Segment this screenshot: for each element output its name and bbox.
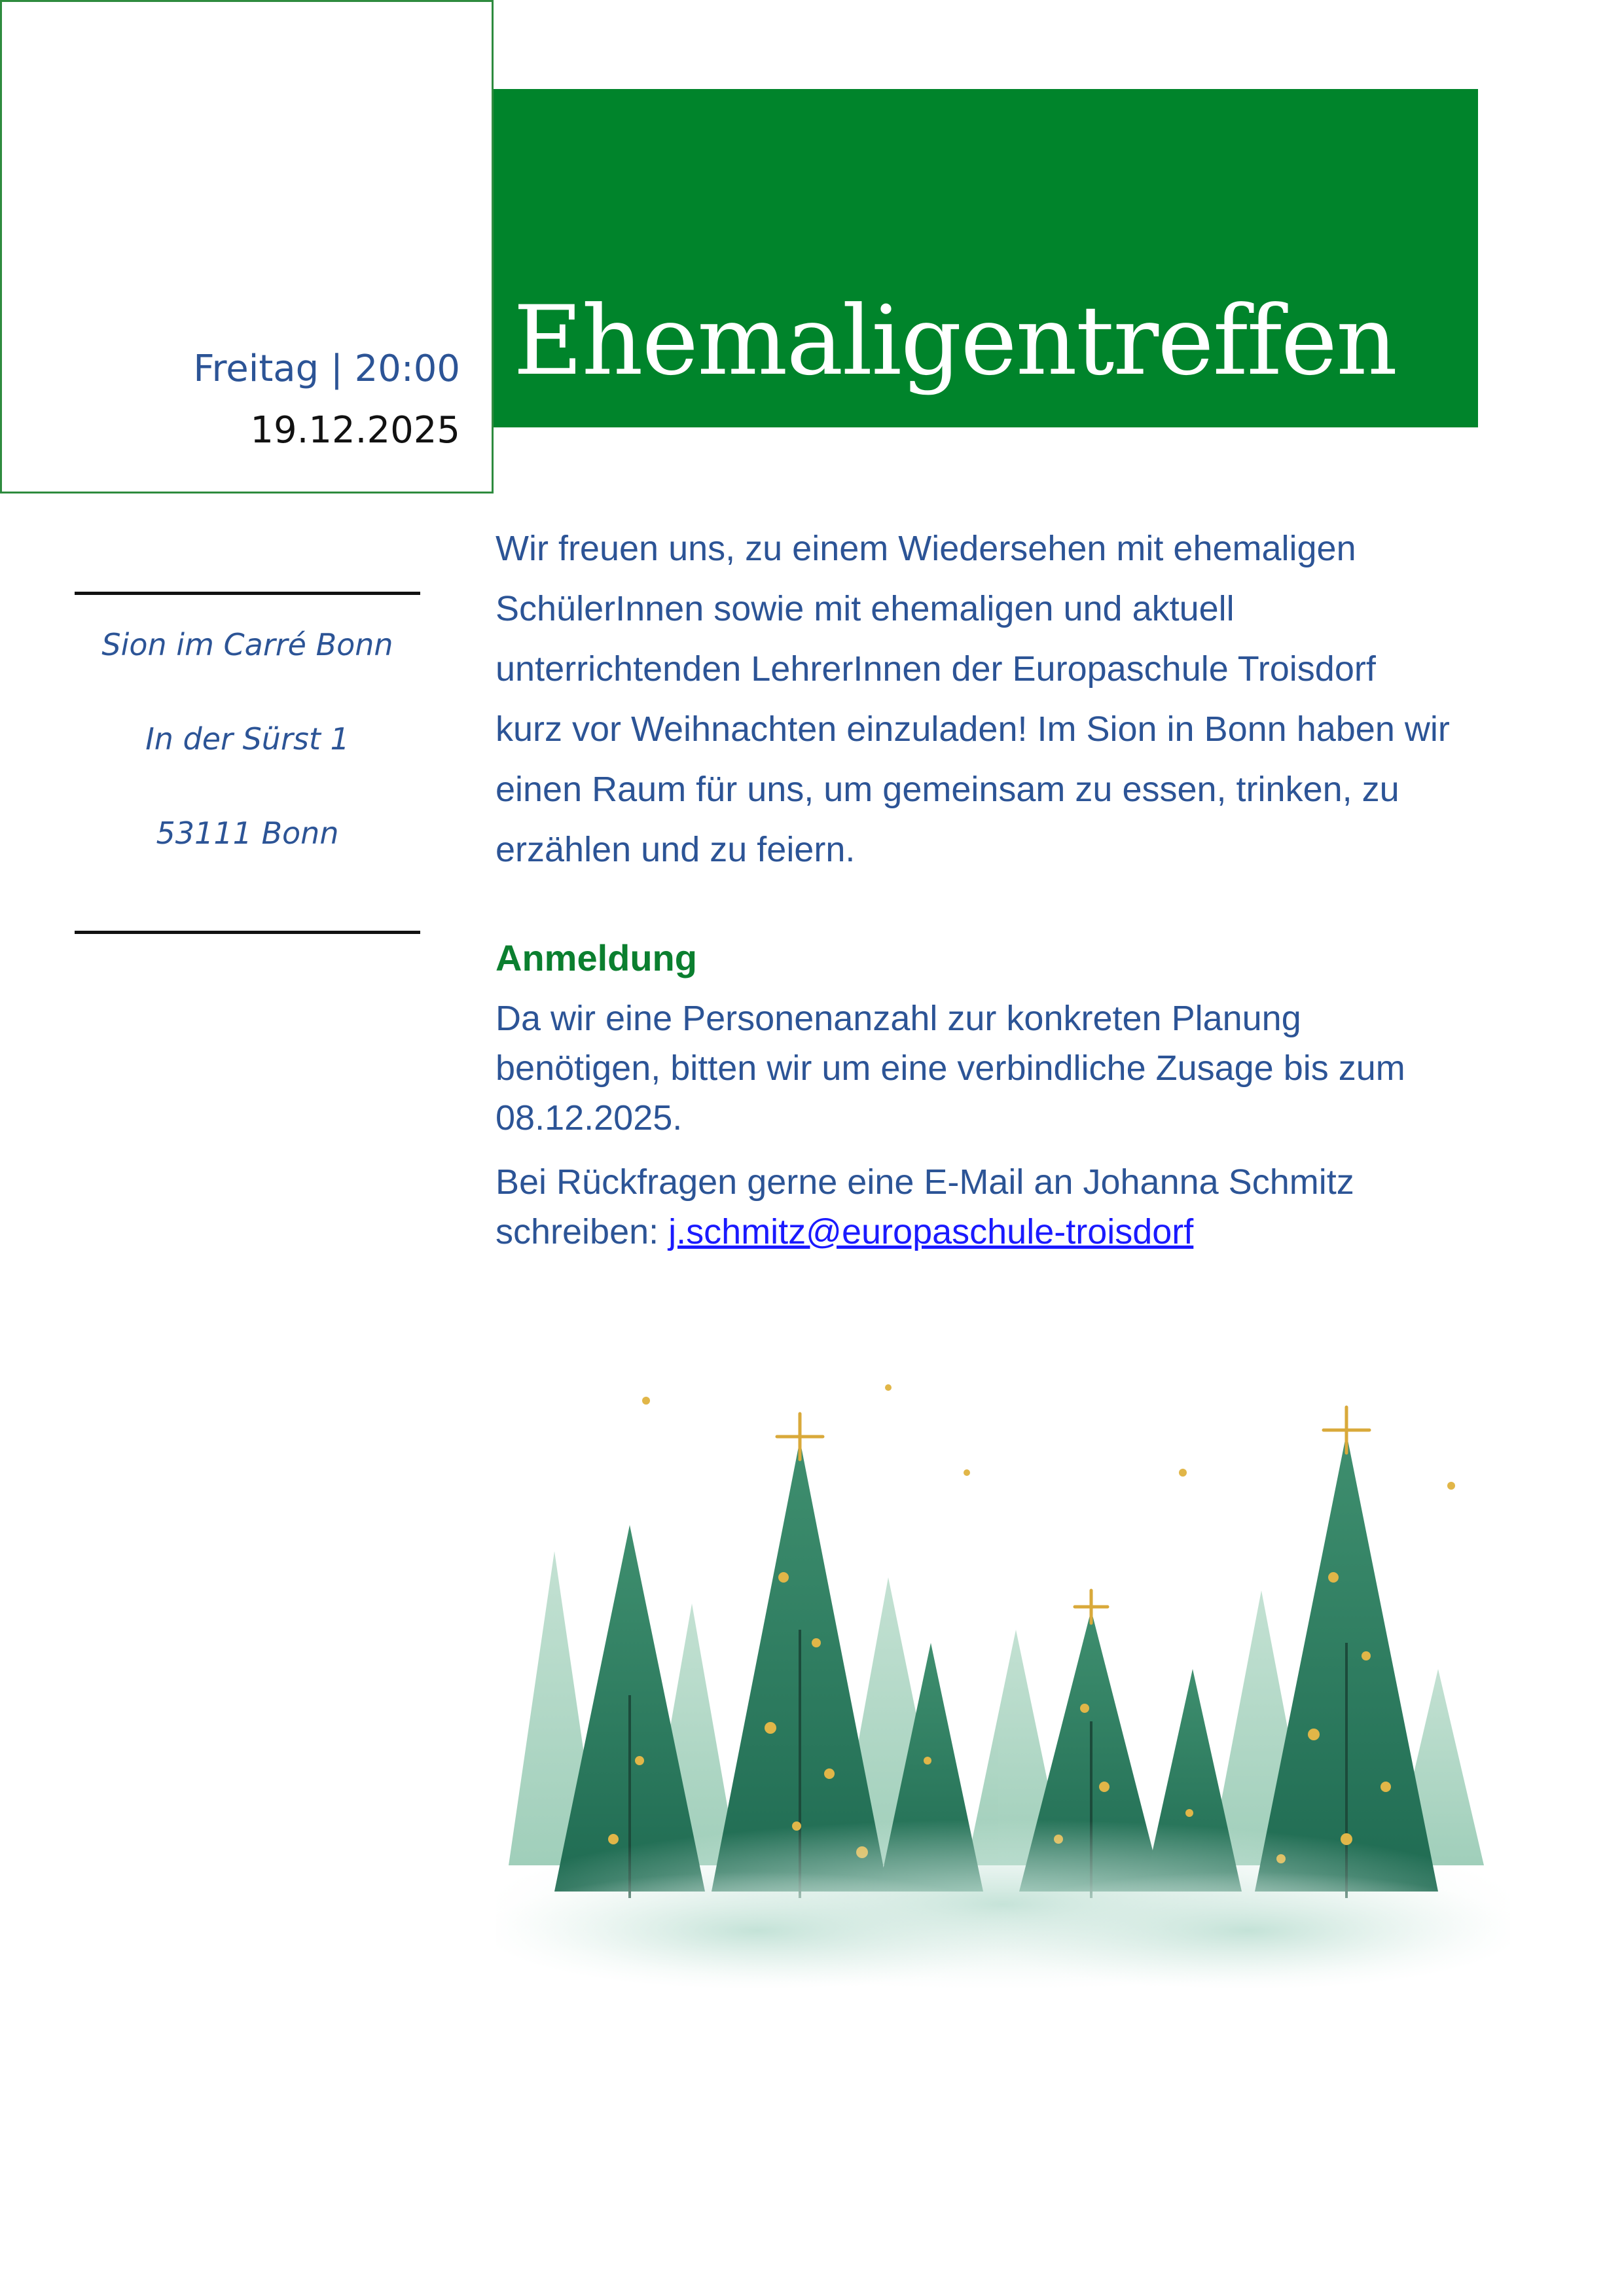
christmas-trees-illustration bbox=[496, 1302, 1510, 2029]
registration-line: 08.12.2025. bbox=[496, 1098, 683, 1138]
intro-line: Wir freuen uns, zu einem Wiedersehen mit ehemaligen bbox=[496, 529, 1356, 568]
page-title: Ehemaligentreffen bbox=[513, 285, 1397, 397]
main-content bbox=[496, 518, 1569, 1257]
title-band bbox=[494, 89, 1478, 427]
intro-line: kurz vor Weihnachten einzuladen! Im Sion in Bonn haben wir bbox=[496, 709, 1450, 749]
registration-heading: Anmeldung bbox=[496, 937, 697, 978]
intro-line: SchülerInnen sowie mit ehemaligen und aktuell bbox=[496, 589, 1235, 628]
location-name: Sion im Carré Bonn bbox=[101, 627, 393, 662]
contact-line: Bei Rückfragen gerne eine E-Mail an Johanna Schmitz bbox=[496, 1162, 1354, 1202]
registration-paragraph bbox=[496, 994, 1569, 1143]
email-link[interactable]: j.schmitz@europaschule-troisdorf bbox=[668, 1212, 1194, 1251]
registration-line: Da wir eine Personenanzahl zur konkreten Planung bbox=[496, 999, 1301, 1038]
contact-line-2 bbox=[496, 1207, 1569, 1257]
registration-line: benötigen, bitten wir um eine verbindliche Zusage bis zum bbox=[496, 1049, 1405, 1088]
contact-paragraph bbox=[496, 1157, 1569, 1257]
location-street: In der Sürst 1 bbox=[145, 721, 350, 757]
address-divider-top bbox=[75, 592, 420, 595]
contact-prefix: schreiben: bbox=[496, 1212, 669, 1251]
intro-line: unterrichtenden LehrerInnen der Europaschule Troisdorf bbox=[496, 649, 1376, 689]
event-weekday-time: Freitag | 20:00 bbox=[193, 348, 460, 390]
address-divider-bottom bbox=[75, 931, 420, 934]
date-box bbox=[0, 0, 494, 493]
location-city: 53111 Bonn bbox=[156, 816, 339, 851]
intro-paragraph bbox=[496, 518, 1569, 880]
intro-line: erzählen und zu feiern. bbox=[496, 830, 856, 869]
event-date: 19.12.2025 bbox=[250, 409, 460, 452]
intro-line: einen Raum für uns, um gemeinsam zu essen, trinken, zu bbox=[496, 770, 1399, 809]
